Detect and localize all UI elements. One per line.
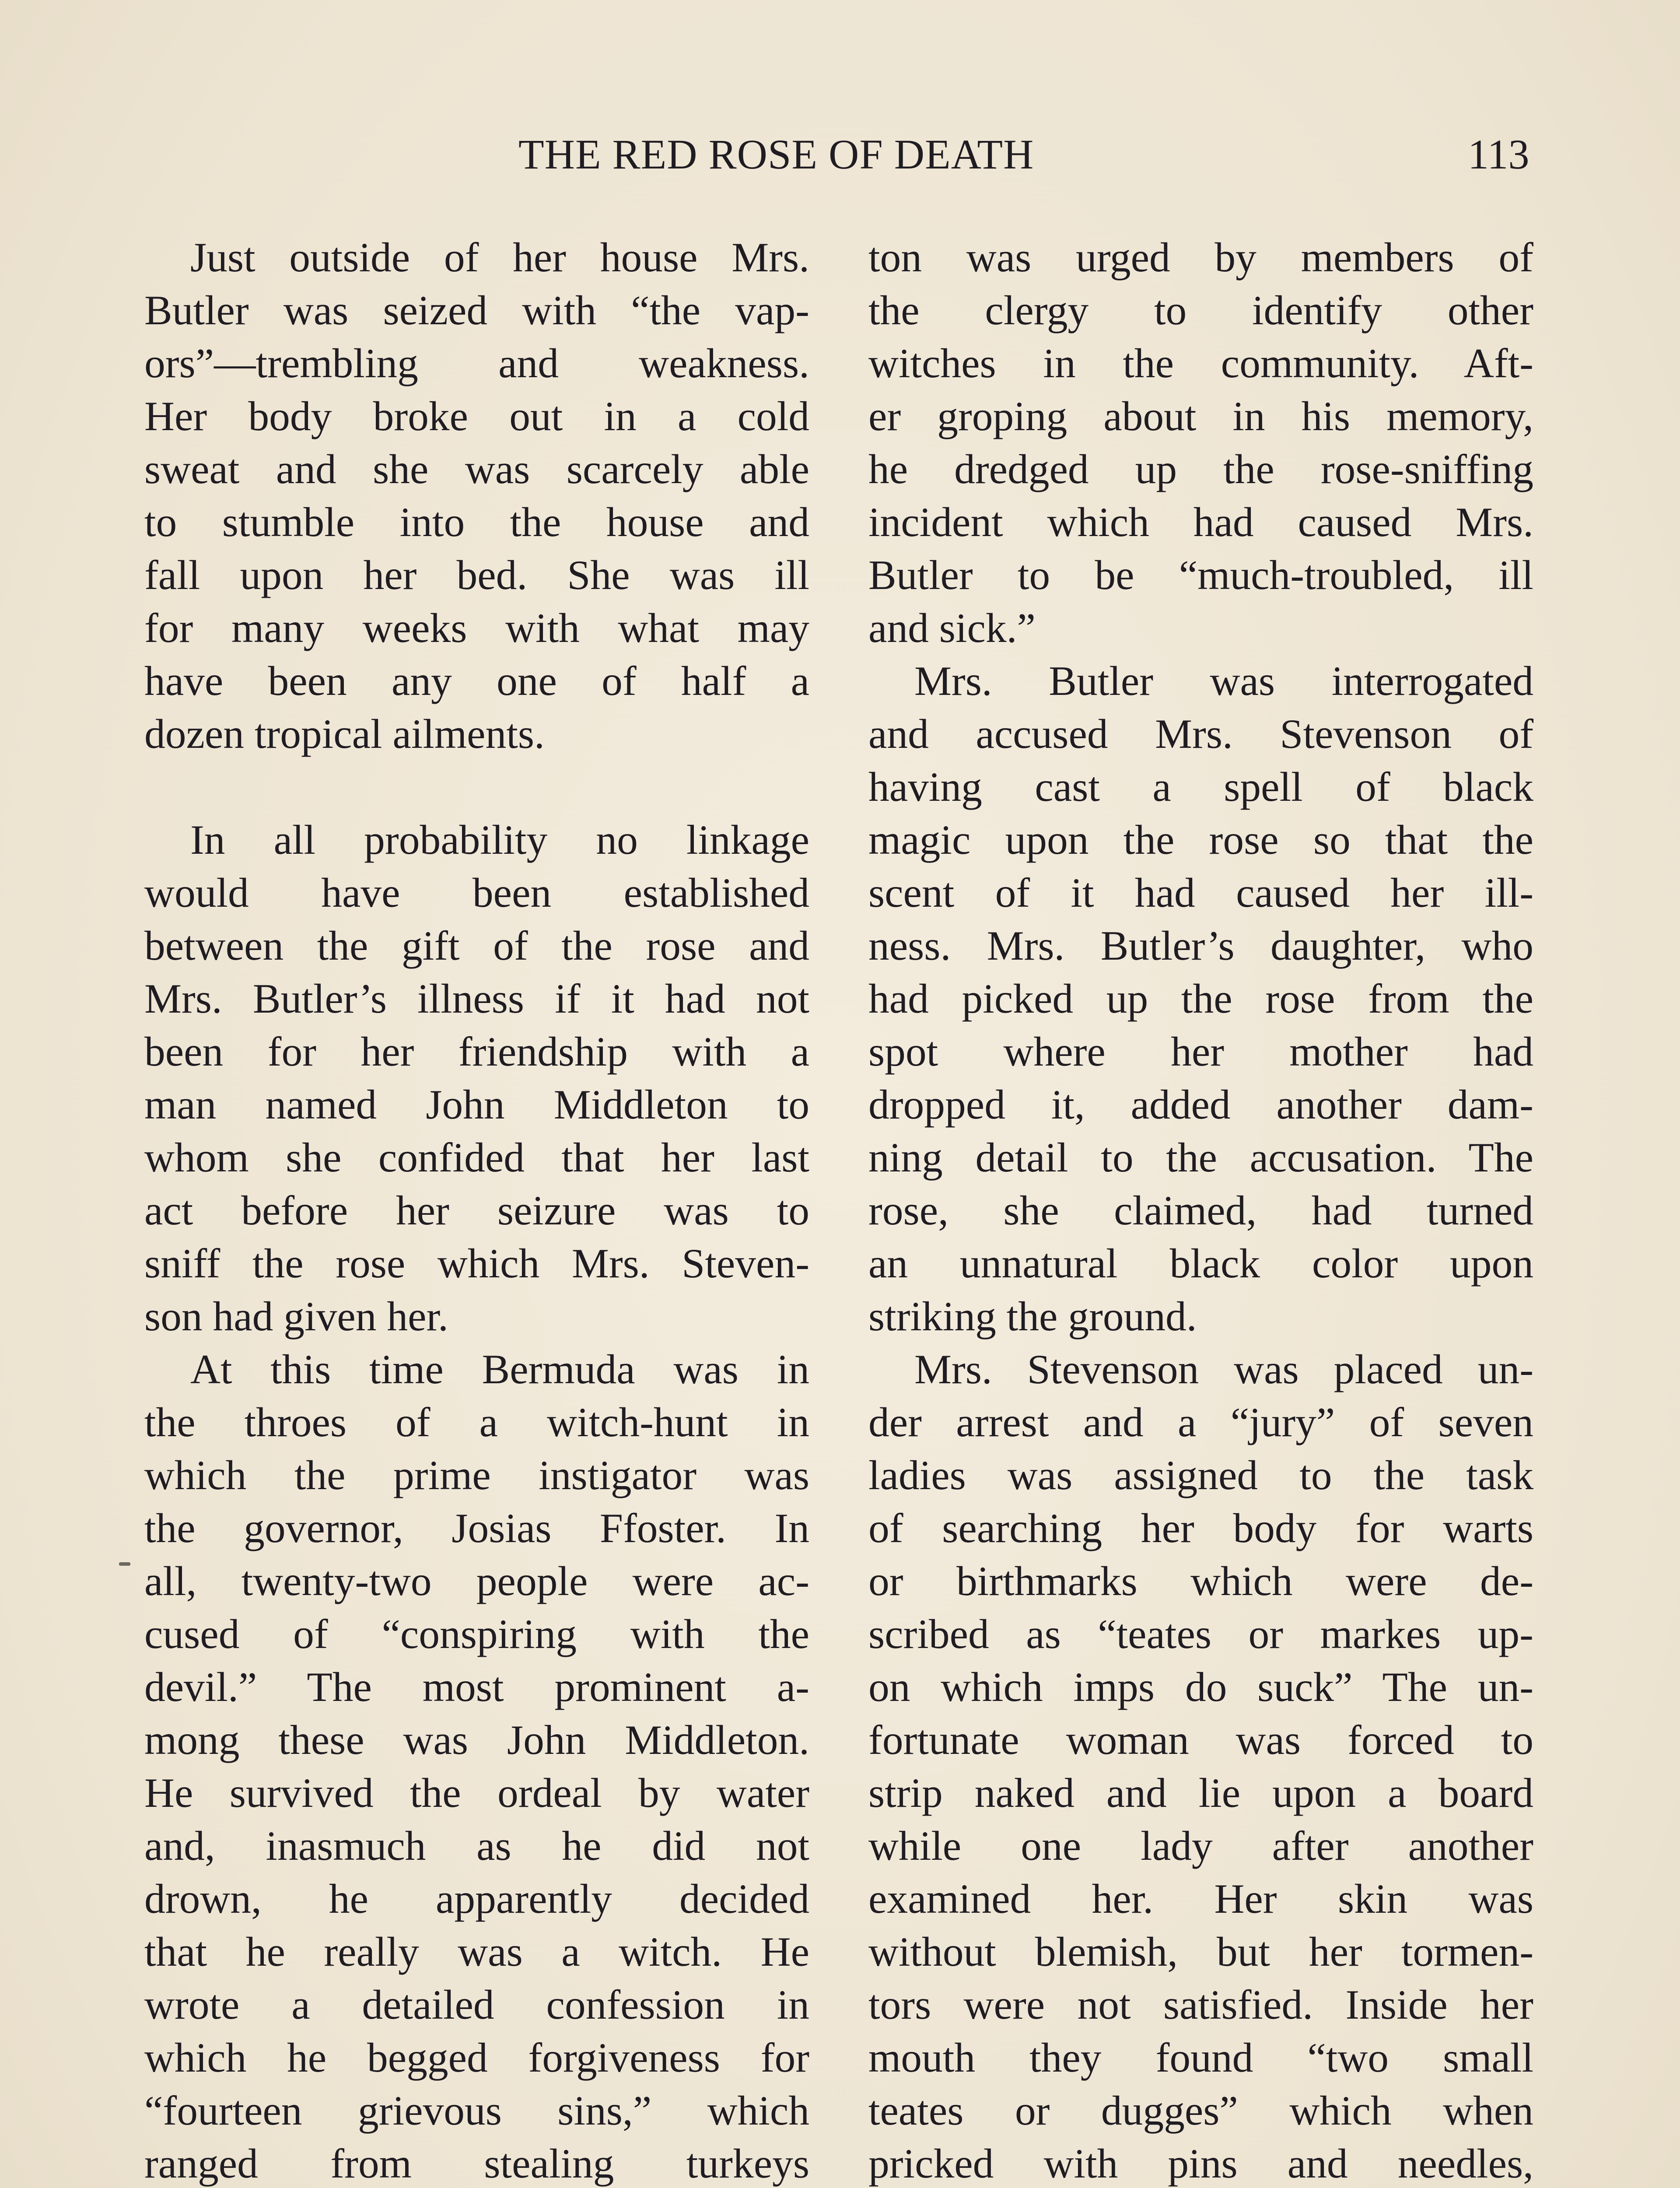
text-line: At this time Bermuda was in: [190, 1346, 809, 1392]
text-line: of searching her body for warts: [868, 1505, 1533, 1551]
text-line: on which imps do suck” The un-: [868, 1664, 1533, 1710]
text-line: In all probability no linkage: [190, 817, 809, 863]
text-line: magic upon the rose so that the: [868, 817, 1533, 863]
text-line: act before her seizure was to: [144, 1187, 809, 1234]
paragraph: [144, 1343, 809, 2188]
text-line: incident which had caused Mrs.: [868, 499, 1533, 545]
text-line: Mrs. Stevenson was placed un-: [914, 1346, 1533, 1392]
text-line: between the gift of the rose and: [144, 922, 809, 969]
text-line: the clergy to identify other: [868, 287, 1533, 333]
text-line: der arrest and a “jury” of seven: [868, 1399, 1533, 1445]
text-line: rose, she claimed, had turned: [868, 1187, 1533, 1234]
text-line: dropped it, added another dam-: [868, 1081, 1533, 1128]
text-line: which the prime instigator was: [144, 1452, 809, 1498]
text-line: ton was urged by members of: [868, 234, 1533, 281]
text-line: ors”—trembling and weakness.: [144, 340, 809, 386]
text-line: Butler was seized with “the vap-: [144, 287, 809, 333]
text-line: and accused Mrs. Stevenson of: [868, 711, 1533, 757]
text-line: he dredged up the rose-sniffing: [868, 446, 1533, 492]
running-title: THE RED ROSE OF DEATH: [518, 131, 1034, 178]
text-line: fortunate woman was forced to: [868, 1717, 1533, 1763]
text-line: ning detail to the accusation. The: [868, 1134, 1533, 1181]
text-line: and sick.”: [868, 605, 1036, 651]
text-line: or birthmarks which were de-: [868, 1558, 1533, 1604]
text-line: Mrs. Butler was interrogated: [914, 658, 1533, 704]
paragraph: [144, 231, 809, 761]
text-line: while one lady after another: [868, 1823, 1533, 1869]
text-line: mouth they found “two small: [868, 2034, 1533, 2081]
paragraph: [144, 813, 809, 1343]
paragraph-gap: [144, 761, 809, 813]
text-line: without blemish, but her tormen-: [868, 1929, 1533, 1975]
text-line: ranged from stealing turkeys: [144, 2140, 809, 2187]
text-line: that he really was a witch. He: [144, 1929, 809, 1975]
text-line: an unnatural black color upon: [868, 1240, 1533, 1287]
text-line: Her body broke out in a cold: [144, 393, 809, 439]
text-line: ladies was assigned to the task: [868, 1452, 1533, 1498]
text-line: “fourteen grievous sins,” which: [144, 2087, 809, 2134]
page-number: 113: [1468, 131, 1530, 178]
paragraph: [868, 231, 1533, 655]
text-line: devil.” The most prominent a-: [144, 1664, 809, 1710]
text-line: Mrs. Butler’s illness if it had not: [144, 975, 809, 1022]
text-line: mong these was John Middleton.: [144, 1717, 809, 1763]
text-line: spot where her mother had: [868, 1028, 1533, 1075]
text-line: son had given her.: [144, 1293, 448, 1339]
text-line: examined her. Her skin was: [868, 1876, 1533, 1922]
text-line: for many weeks with what may: [144, 605, 809, 651]
text-line: He survived the ordeal by water: [144, 1770, 809, 1816]
text-line: the governor, Josias Ffoster. In: [144, 1505, 809, 1551]
paragraph: [868, 655, 1533, 1343]
text-line: sweat and she was scarcely able: [144, 446, 809, 492]
text-line: been for her friendship with a: [144, 1028, 809, 1075]
text-line: Just outside of her house Mrs.: [190, 234, 809, 281]
text-line: tors were not satisfied. Inside her: [868, 1981, 1533, 2028]
text-line: would have been established: [144, 870, 809, 916]
text-line: Butler to be “much-troubled, ill: [868, 552, 1533, 598]
text-line: cused of “conspiring with the: [144, 1611, 809, 1657]
text-line: pricked with pins and needles,: [868, 2140, 1533, 2187]
text-line: to stumble into the house and: [144, 499, 809, 545]
text-line: and, inasmuch as he did not: [144, 1823, 809, 1869]
text-line: dozen tropical ailments.: [144, 711, 545, 757]
text-line: all, twenty-two people were ac-: [144, 1558, 809, 1604]
left-text-column: [144, 231, 809, 2188]
text-line: drown, he apparently decided: [144, 1876, 809, 1922]
text-line: have been any one of half a: [144, 658, 809, 704]
text-line: strip naked and lie upon a board: [868, 1770, 1533, 1816]
right-text-column: [868, 231, 1533, 2188]
margin-mark: [119, 1562, 130, 1566]
text-line: wrote a detailed confession in: [144, 1981, 809, 2028]
text-line: striking the ground.: [868, 1293, 1197, 1339]
text-line: man named John Middleton to: [144, 1081, 809, 1128]
paragraph: [868, 1343, 1533, 2188]
text-line: teates or dugges” which when: [868, 2087, 1533, 2134]
text-line: whom she confided that her last: [144, 1134, 809, 1181]
text-line: witches in the community. Aft-: [868, 340, 1533, 386]
text-line: which he begged forgiveness for: [144, 2034, 809, 2081]
text-line: fall upon her bed. She was ill: [144, 552, 809, 598]
text-line: scribed as “teates or markes up-: [868, 1611, 1533, 1657]
text-line: having cast a spell of black: [868, 764, 1533, 810]
text-line: ness. Mrs. Butler’s daughter, who: [868, 922, 1533, 969]
text-line: the throes of a witch-hunt in: [144, 1399, 809, 1445]
text-line: scent of it had caused her ill-: [868, 870, 1533, 916]
text-line: er groping about in his memory,: [868, 393, 1533, 439]
text-line: had picked up the rose from the: [868, 975, 1533, 1022]
text-line: sniff the rose which Mrs. Steven-: [144, 1240, 809, 1287]
